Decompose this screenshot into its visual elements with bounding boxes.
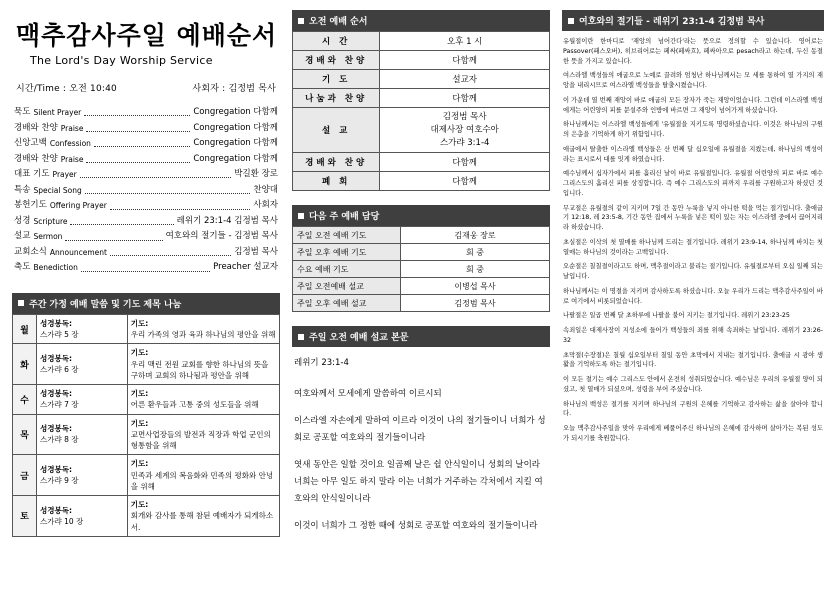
- order-label-ko: 묵도: [14, 107, 31, 117]
- table-row: [13, 385, 280, 415]
- sermon-paragraph: 초실절은 이삭의 첫 열매를 하나님께 드리는 절기입니다. 레위기 23:9-14, 하나님께 바치는 첫 열매는 하나님의 것이라는 고백입니다.: [563, 238, 823, 256]
- weekly-prayer-value: 우리 맥린 전원 교회를 향한 하나님의 뜻을 구하며 교회의 하나됨과 평안을 위해: [130, 359, 269, 380]
- weekly-prayer-label: 기도:: [130, 389, 149, 399]
- worship-item-value: 다함께: [380, 153, 550, 172]
- page-title: 맥추감사주일 예배순서: [16, 21, 278, 50]
- worship-item-value: 다함께: [380, 89, 550, 108]
- table-row: [293, 70, 550, 89]
- table-row: [293, 244, 550, 261]
- weekly-reading-label: 성경봉독:: [40, 505, 72, 515]
- weekly-reading-label: 성경봉독:: [40, 464, 72, 474]
- duty-role: 주일 오후 예배 기도: [293, 244, 401, 261]
- order-label-en: Sermon: [33, 232, 63, 242]
- weekly-devotion-table: [12, 314, 280, 537]
- weekly-reading: [37, 496, 128, 537]
- weekly-reading: [37, 314, 128, 344]
- weekly-prayer: [127, 496, 279, 537]
- leader-dots: [80, 177, 231, 178]
- table-row: [13, 314, 280, 344]
- worship-item-label: 시 간: [293, 32, 380, 51]
- duty-role: 주일 오후 예배 설교: [293, 295, 401, 312]
- table-row: [13, 414, 280, 455]
- order-assignee: 여호와의 절기들 - 김정범 목사: [165, 231, 278, 242]
- leader-dots: [65, 240, 162, 241]
- order-row: [14, 124, 278, 133]
- order-label-en: Confession: [49, 139, 91, 149]
- table-row: [293, 32, 550, 51]
- order-assignee: Congregation 다함께: [193, 122, 278, 133]
- duty-role: 주일 오전예배 설교: [293, 278, 401, 295]
- leader-dots: [81, 271, 210, 272]
- worship-item-value: 다함께: [380, 172, 550, 191]
- order-label-en: Silent Prayer: [33, 108, 82, 118]
- duty-person: 김정범 목사: [400, 295, 549, 312]
- order-assignee: Congregation 다함께: [193, 138, 278, 149]
- weekly-reading-value: 스가랴 9 장: [40, 476, 79, 486]
- next-week-body: [293, 227, 550, 312]
- worship-order-table: [292, 31, 550, 191]
- leader-dots: [86, 162, 190, 163]
- table-row: [293, 278, 550, 295]
- order-assignee: Congregation 다함께: [193, 153, 278, 164]
- table-row: [293, 261, 550, 278]
- worship-order-body: [293, 32, 550, 191]
- weekly-prayer-label: 기도:: [130, 348, 149, 358]
- weekly-prayer-label: 기도:: [130, 459, 149, 469]
- weekly-reading-value: 스가랴 5 장: [40, 330, 79, 340]
- scripture-header: [292, 326, 550, 347]
- weekly-reading-value: 스가랴 8 장: [40, 435, 79, 445]
- weekly-reading: [37, 344, 128, 385]
- order-row: [14, 217, 278, 226]
- scripture-title: 주일 오전 예배 설교 본문: [309, 333, 409, 344]
- sermon-paragraph: 이 가운데 열 번째 재앙이 바로 애굽의 모든 장자가 죽는 재앙이었습니다. 그런데 이스라엘 백성에게는 어린양의 피를 문설주와 인방에 바르면 그 재앙이 넘어가게 하셨습니다.: [563, 96, 823, 114]
- order-row: [14, 263, 278, 272]
- worship-item-label: 설 교: [293, 108, 380, 153]
- column-middle: [292, 10, 550, 580]
- order-label-ko: 성경: [14, 215, 31, 226]
- order-label-ko: 대표 기도: [14, 169, 50, 180]
- order-assignee: Congregation 다함께: [193, 107, 278, 117]
- sermon-paragraph: 하나님께서는 이 명절을 지키며 감사하도록 하셨습니다. 오늘 우리가 드리는 맥추감사주일이 바로 여기에서 비롯되었습니다.: [563, 287, 823, 305]
- weekly-day: 수: [13, 385, 37, 415]
- next-week-header: [292, 205, 550, 226]
- weekly-reading-label: 성경봉독:: [40, 389, 72, 399]
- leader-dots: [110, 255, 231, 256]
- table-row: [293, 51, 550, 70]
- order-label-ko: 특송: [14, 184, 31, 195]
- order-label-ko: 설교: [14, 231, 31, 242]
- weekly-day: 화: [13, 344, 37, 385]
- order-row: [14, 139, 278, 148]
- worship-item-label: 나눔과 찬양: [293, 89, 380, 108]
- worship-item-label: 경배와 찬양: [293, 51, 380, 70]
- sermon-header: [562, 10, 824, 31]
- weekly-day: 금: [13, 455, 37, 496]
- sermon-paragraph: 오늘 맥추감사주일을 맞아 우리에게 베풀어주신 하나님의 은혜에 감사하며 살아가는 복된 성도가 되시기를 축원합니다.: [563, 425, 823, 442]
- sermon-paragraph: 무교절은 유월절의 같이 지키며 7일 간 동안 누룩을 넣지 아니한 떡을 먹는 절기입니다. 출애굽기 12:18, 레 23:5-8, 기간 동안 집에서 누룩을 넣은 떡이 있는 자는 이스라엘 중에서 끊어지리라 하셨습니다.: [563, 204, 823, 231]
- weekly-prayer: [127, 314, 279, 344]
- weekly-reading-value: 스가랴 7 장: [40, 400, 79, 410]
- scripture-verse: 여호와께서 모세에게 말씀하여 이르시되: [294, 389, 442, 400]
- order-assignee: 레위기 23:1-4 김정범 목사: [176, 215, 278, 226]
- table-row: [13, 344, 280, 385]
- sermon-paragraph: 하나님께서는 이스라엘 백성들에게 '유월절을 지키도록 명령하셨습니다. 이것은 하나님의 구원의 은총을 기억하게 하기 위함입니다.: [563, 121, 823, 138]
- scripture-verse: 이것이 너희가 그 정한 때에 성회로 공포할 여호와의 절기들이니라: [294, 521, 538, 532]
- weekly-prayer-label: 기도:: [130, 318, 149, 328]
- weekly-devotion-header: [12, 293, 280, 314]
- sermon-body: [563, 37, 823, 444]
- sermon-paragraph: 오순절은 칠칠절이라고도 하며, 맥추절이라고 불리는 절기입니다. 유월절로부터 오십 일째 되는 날입니다.: [563, 263, 823, 280]
- table-row: [13, 455, 280, 496]
- order-row: [14, 108, 278, 117]
- leader-dots: [85, 193, 251, 194]
- weekly-day: 목: [13, 414, 37, 455]
- worship-item-value: 설교자: [380, 70, 550, 89]
- order-label-en: Announcement: [49, 247, 107, 257]
- weekly-prayer-label: 기도:: [130, 418, 149, 428]
- order-label-en: Special Song: [33, 185, 82, 195]
- order-label-ko: 신앙고백: [14, 138, 47, 149]
- order-assignee: 찬양대: [253, 184, 278, 195]
- column-left: [12, 10, 280, 580]
- weekly-prayer: [127, 455, 279, 496]
- service-meta: [16, 81, 276, 94]
- worship-order-title: 오전 예배 순서: [309, 17, 368, 27]
- duty-person: 회 중: [400, 261, 549, 278]
- table-row: [293, 108, 550, 153]
- weekly-reading-label: 성경봉독:: [40, 424, 72, 434]
- sermon-paragraph: 여스라엘 백성들의 애굽으로 노예로 끌려와 엄청난 하나님께서는 모 세를 통하여 열 가지의 재앙을 내리시므로 여스라엘 백성들을 탈출시켰습니다.: [563, 72, 823, 89]
- order-label-ko: 축도: [14, 262, 31, 273]
- order-row: [14, 155, 278, 164]
- weekly-prayer-value: 민족과 세계의 복음화와 민족의 평화와 안녕을 위해: [130, 470, 274, 491]
- weekly-reading: [37, 385, 128, 415]
- duty-role: 수요 예배 기도: [293, 261, 401, 278]
- order-label-en: Prayer: [52, 170, 77, 180]
- bullet-square-icon: [298, 18, 304, 24]
- duty-person: 김재웅 장로: [400, 227, 549, 244]
- weekly-prayer-value: 회개와 감사를 통해 참된 예배자가 되게하소서.: [130, 511, 274, 532]
- leader-dots: [94, 146, 190, 147]
- worship-item-label: 폐 회: [293, 172, 380, 191]
- leader-dots: [110, 209, 251, 210]
- weekly-reading: [37, 455, 128, 496]
- order-row: [14, 248, 278, 257]
- worship-item-label: 경배와 찬양: [293, 153, 380, 172]
- order-label-en: Benediction: [33, 263, 78, 273]
- order-row: [14, 170, 278, 179]
- weekly-prayer: [127, 344, 279, 385]
- order-label-ko: 봉헌기도: [14, 200, 47, 211]
- sermon-paragraph: 유월절이란 한마디로 '재앙의 넘어간다'라는 뜻으로 정의할 수 있습니다. 영어로는 Passover(패스오버), 히브리어로는 페싸(페싸흐), 페싸아으로 pesach라고 하는데, 두신 동절한 뜻을 가지고 있습니다.: [563, 38, 823, 65]
- leader-dots: [86, 131, 190, 132]
- order-label-en: Praise: [60, 154, 84, 164]
- sermon-paragraph: 예수님께서 십자가에서 피를 흘리신 날이 바로 유월절입니다. 유월절 어린양의 피로 바로 예수 그리스도의 흘리신 피를 상징합니다. 즉 예수 그리스도의 피까지 우리를 구원하고자 하셨던 것입니다.: [563, 170, 823, 197]
- weekly-reading: [37, 414, 128, 455]
- duty-role: 주일 오전 예배 기도: [293, 227, 401, 244]
- weekly-prayer-value: 교면사업장들의 발전과 직장과 학업 군인의 형통함을 위해: [130, 429, 271, 451]
- order-label-en: Scripture: [33, 216, 68, 226]
- page-subtitle: The Lord's Day Worship Service: [30, 54, 213, 67]
- order-assignee: 사회자: [253, 200, 278, 211]
- leader-dots: [84, 115, 190, 116]
- weekly-devotion-body: [13, 314, 280, 536]
- sermon-paragraph: 애굽에서 탈출한 이스라엘 백성들은 산 번째 달 십오일에 유월절을 지켰는데, 하나님의 백성이라는 표시로서 대를 잇게 하였습니다.: [563, 145, 823, 163]
- table-row: [293, 295, 550, 312]
- next-week-title: 다음 주 예배 담당: [309, 212, 380, 223]
- table-row: [293, 153, 550, 172]
- duty-person: 회 중: [400, 244, 549, 261]
- order-label-ko: 경배와 찬양: [14, 122, 58, 133]
- weekly-reading-value: 스가랴 10 장: [40, 516, 84, 526]
- order-assignee: 김정범 목사: [234, 246, 278, 257]
- duty-person: 이병섭 목사: [400, 278, 549, 295]
- bullet-square-icon: [568, 18, 574, 24]
- weekly-devotion-title: 주간 가정 예배 말씀 및 기도 제목 나눔: [29, 299, 182, 310]
- order-label-en: Praise: [60, 123, 84, 133]
- weekly-prayer-label: 기도:: [130, 500, 149, 510]
- worship-order-header: [292, 10, 550, 31]
- worship-item-label: 기 도: [293, 70, 380, 89]
- order-assignee: Preacher 설교자: [213, 262, 278, 273]
- worship-item-value: 김정범 목사 대제사장 여호수아 스가랴 3:1-4: [380, 108, 550, 153]
- weekly-reading-label: 성경봉독:: [40, 353, 72, 363]
- scripture-body: [294, 355, 548, 535]
- weekly-prayer: [127, 414, 279, 455]
- sermon-paragraph: 이 모든 절기는 예수 그리스도 안에서 온전히 성취되었습니다. 예수님은 우리의 유월절 양이 되셨고, 첫 열매가 되셨으며, 성령을 부어 주셨습니다.: [563, 376, 823, 393]
- sermon-paragraph: 하나님의 백성은 절기를 지키며 하나님의 구원의 은혜를 기억하고 감사하는 삶을 살아야 합니다.: [563, 400, 823, 418]
- weekly-prayer: [127, 385, 279, 415]
- column-right: [562, 10, 824, 580]
- table-row: [13, 496, 280, 537]
- leader-dots: [70, 224, 173, 225]
- scripture-verse: 이스라엘 자손에게 말하여 이르라 이것이 나의 절기들이니 너희가 성회로 공포할 여호와의 절기들이니라: [294, 416, 546, 444]
- bullet-square-icon: [18, 300, 24, 306]
- order-row: [14, 201, 278, 210]
- table-row: [293, 89, 550, 108]
- bullet-square-icon: [298, 334, 304, 340]
- weekly-day: 월: [13, 314, 37, 344]
- order-assignee: 박길환 장로: [234, 169, 278, 180]
- scripture-verse: 엿새 동안은 일할 것이요 일곱째 날은 쉴 안식일이니 성회의 날이라 너희는 아무 일도 하지 말라 이는 너희가 거주하는 각처에서 지킬 여호와의 안식일이니라: [294, 460, 543, 505]
- three-column-layout: [12, 10, 823, 580]
- service-leader: 사회자 : 김정범 목사: [192, 84, 276, 94]
- order-row: [14, 186, 278, 195]
- order-of-worship-list: [14, 108, 278, 273]
- weekly-prayer-value: 우리 가족의 영과 육과 하나님의 평안을 위해: [130, 330, 276, 340]
- weekly-day: 토: [13, 496, 37, 537]
- scripture-verses: [294, 386, 548, 535]
- service-time: 시간/Time : 오전 10:40: [16, 84, 117, 94]
- scripture-reference: 레위기 23:1-4: [294, 358, 349, 369]
- table-row: [293, 172, 550, 191]
- order-row: [14, 232, 278, 241]
- order-label-ko: 경배와 찬양: [14, 153, 58, 164]
- sermon-paragraph: 나팔절은 일곱 번째 달 초하루에 나팔을 불어 지키는 절기입니다. 레위기 23:23-25: [563, 312, 790, 320]
- worship-item-value: 다함께: [380, 51, 550, 70]
- sermon-title: 여호와의 절기들 - 레위기 23:1-4 김정범 목사: [579, 17, 765, 27]
- table-row: [293, 227, 550, 244]
- next-week-table: [292, 226, 550, 312]
- sermon-paragraph: 초막절(수장절)은 칠월 십오일부터 칠일 동안 초막에서 지내는 절기입니다. 출애굽 시 광야 생활을 기억하도록 하는 절기입니다.: [563, 351, 823, 369]
- order-label-en: Offering Prayer: [49, 201, 107, 211]
- bullet-square-icon: [298, 213, 304, 219]
- order-label-ko: 교회소식: [14, 246, 47, 257]
- sermon-paragraph: 속죄일은 대제사장이 지성소에 들어가 백성들의 죄를 위해 속죄하는 날입니다. 레위기 23:26-32: [563, 327, 823, 344]
- weekly-prayer-value: 어른 환우들과 고통 중의 성도들을 위해: [130, 400, 259, 410]
- weekly-reading-label: 성경봉독:: [40, 318, 72, 328]
- worship-item-value: 오후 1 시: [380, 32, 550, 51]
- weekly-reading-value: 스가랴 6 장: [40, 365, 79, 375]
